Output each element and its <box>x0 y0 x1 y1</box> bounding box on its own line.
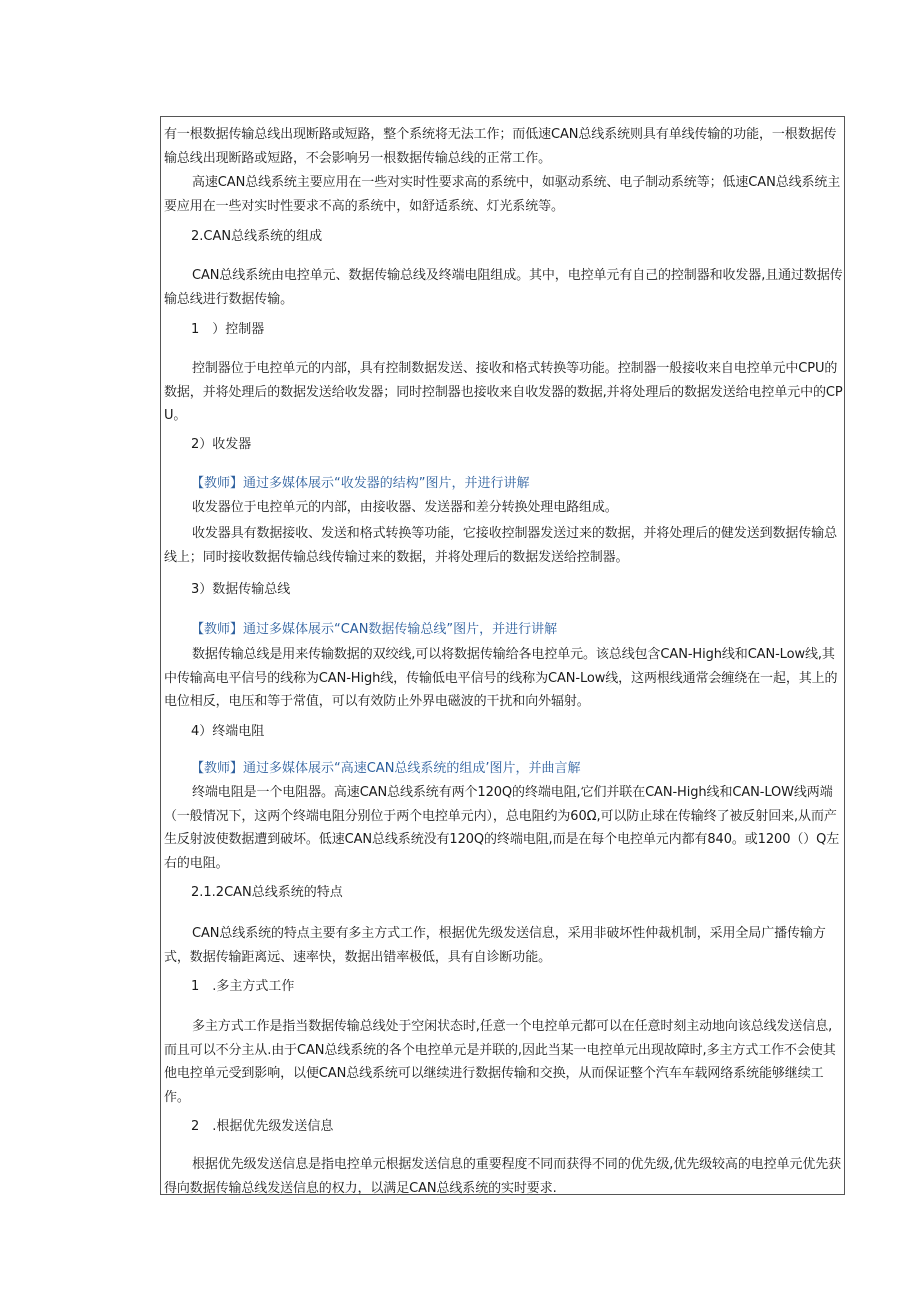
teacher-note-terminal-resistor: 【教师】通过多媒体展示“高速CAN总线系统的组成’图片，并曲言解 <box>191 761 581 776</box>
teacher-note-transceiver: 【教师】通过多媒体展示“收发器的结构”图片，并进行讲解 <box>191 476 530 491</box>
paragraph-transceiver-location: 收发器位于电控单元的内部，由接收器、发送器和差分转换处理电路组成。 <box>192 500 618 515</box>
paragraph-features: CAN总线系统的特点主要有多主方式工作，根据优先级发送信息，采用非破坏性仲裁机制，采用全局广播传输方式，数据传输距离远、速率快，数据出错率极低，具有自诊断功能。 <box>164 926 826 965</box>
heading-data-bus: 3）数据传输总线 <box>191 582 291 597</box>
paragraph-priority: 根据优先级发送信息是指电控单元根据发送信息的重要程度不同而获得不同的优先级,优先级较高的电控单元优先获得向数据传输总线发送信息的权力，以满足CAN总线系统的实时要求. <box>164 1157 842 1196</box>
paragraph-single-wire: 有一根数据传输总线出现断路或短路，整个系统将无法工作；而低速CAN总线系统则具有单线传输的功能，一根数据传输总线出现断路或短路，不会影响另一根数据传输总线的正常工作。 <box>164 127 837 166</box>
teacher-note-data-bus: 【教师】通过多媒体展示“CAN数据传输总线”图片，并进行讲解 <box>191 622 558 637</box>
paragraph-terminal-resistor: 终端电阻是一个电阻器。高速CAN总线系统有两个120Q的终端电阻,它们并联在CAN-High线和CAN-LOW线两端（一般情况下，这两个终端电阻分别位于两个电控单元内），总电阻约为60Ω,可以防止球在传输终了被反射回来,从而产生反射波使数据遭到破坏。低速CAN总线系统没有120Q的终端电阻,而是在每个电控单元内都有840。或1200（）Q左右的电阻。 <box>164 785 840 871</box>
heading-priority: 2 .根据优先级发送信息 <box>191 1119 334 1134</box>
heading-controller: 1 ）控制器 <box>191 322 265 337</box>
heading-can-composition: 2.CAN总线系统的组成 <box>191 229 323 244</box>
content-table-cell <box>160 116 845 1195</box>
paragraph-multi-master: 多主方式工作是指当数据传输总线处于空闲状态时,任意一个电控单元都可以在任意时刻主动地向该总线发送信息,而且可以不分主从.由于CAN总线系统的各个电控单元是并联的,因此当某一电控单元出现故障时,多主方式工作不会使其他电控单元受到影响，以便CAN总线系统可以继续进行数据传输和交换，从而保证整个汽车车载网络系统能够继续工作。 <box>164 1019 836 1105</box>
paragraph-high-low-speed: 高速CAN总线系统主要应用在一些对实时性要求高的系统中，如驱动系统、电子制动系统等；低速CAN总线系统主要应用在一些对实时性要求不高的系统中，如舒适系统、灯光系统等。 <box>164 175 841 214</box>
heading-terminal-resistor: 4）终端电阻 <box>191 724 265 739</box>
paragraph-composition: CAN总线系统由电控单元、数据传输总线及终端电阻组成。其中，电控单元有自己的控制器和收发器,且通过数据传输总线进行数据传输。 <box>164 268 843 307</box>
heading-multi-master: 1 .多主方式工作 <box>191 979 295 994</box>
paragraph-controller: 控制器位于电控单元的内部，具有控制数据发送、接收和格式转换等功能。控制器一般接收来自电控单元中CPU的数据，并将处理后的数据发送给收发器；同时控制器也接收来自收发器的数据,并将处理后的数据发送给电控单元中的CPU。 <box>164 361 843 423</box>
heading-can-features: 2.1.2CAN总线系统的特点 <box>191 885 343 900</box>
paragraph-data-bus: 数据传输总线是用来传输数据的双绞线,可以将数据传输给各电控单元。该总线包含CAN-High线和CAN-Low线,其中传输高电平信号的线称为CAN-High线，传输低电平信号的线称为CAN-Low线，这两根线通常会缠绕在一起，其上的电位相反，电压和等于常值，可以有效防止外界电磁波的干扰和向外辐射。 <box>164 647 838 709</box>
paragraph-transceiver-function: 收发器具有数据接收、发送和格式转换等功能，它接收控制器发送过来的数据，并将处理后的健发送到数据传输总线上；同时接收数据传输总线传输过来的数据，并将处理后的数据发送给控制器。 <box>164 526 838 565</box>
heading-transceiver: 2）收发器 <box>191 437 252 452</box>
